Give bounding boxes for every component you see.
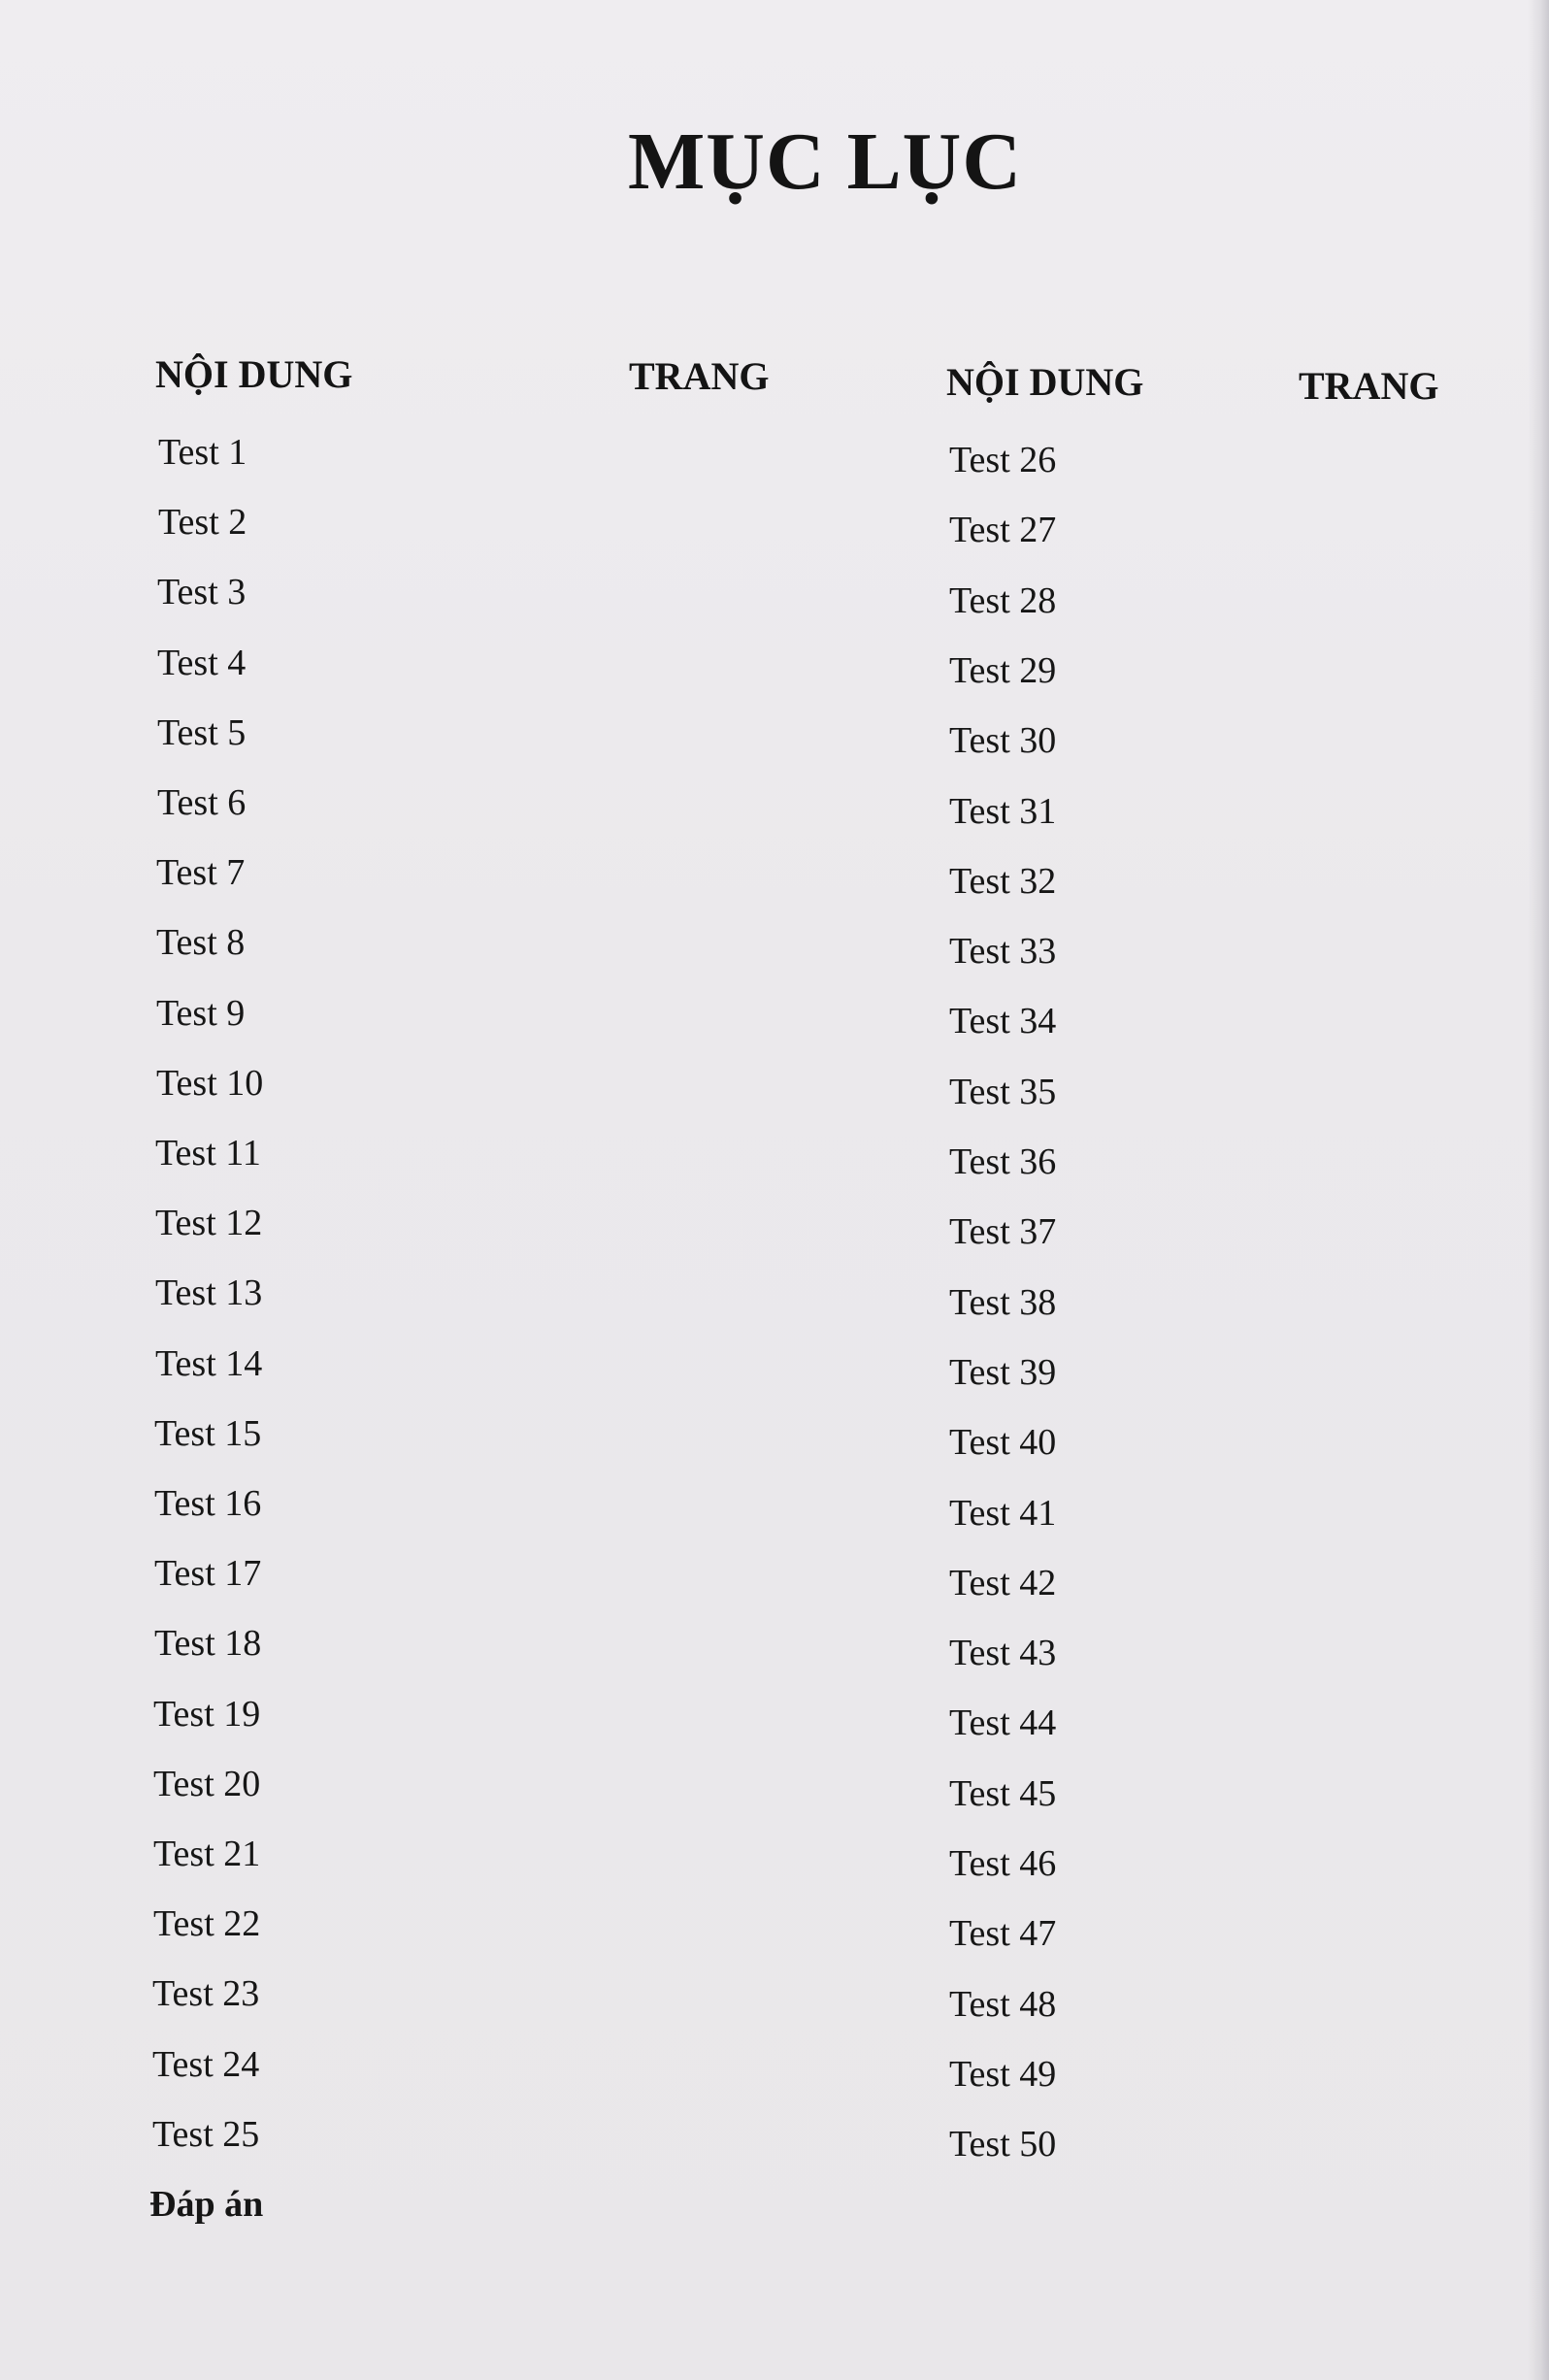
- toc-entry-label: Test 2: [158, 502, 247, 543]
- toc-entry-label: Test 42: [949, 1563, 1057, 1603]
- toc-entry-label: Test 23: [152, 1973, 260, 2014]
- toc-entry-label: Test 39: [949, 1352, 1057, 1393]
- toc-entry-label: Test 25: [152, 2114, 260, 2155]
- toc-entry-label: Test 48: [949, 1984, 1057, 2025]
- toc-entry-label: Test 28: [949, 580, 1057, 621]
- toc-entry-label: Test 38: [949, 1282, 1057, 1323]
- page-edge-shadow: [1528, 0, 1549, 2380]
- toc-entry-label: Test 35: [949, 1072, 1057, 1112]
- toc-entry-label: Test 22: [153, 1903, 261, 1944]
- toc-entry-label: Test 26: [949, 440, 1057, 480]
- right-header-page: TRANG: [1299, 364, 1439, 408]
- toc-entry-label: Test 34: [949, 1001, 1057, 1041]
- toc-entry-label: Test 40: [949, 1422, 1057, 1463]
- toc-entry-label: Test 17: [154, 1553, 262, 1594]
- toc-entry-label: Test 16: [154, 1483, 262, 1524]
- toc-entry-label: Test 11: [155, 1133, 261, 1173]
- toc-entry-label: Test 30: [949, 720, 1057, 761]
- toc-entry-label: Test 15: [154, 1413, 262, 1454]
- toc-entry-label: Test 6: [157, 782, 247, 823]
- toc-entry-label: Test 31: [949, 791, 1057, 832]
- toc-entry-label: Test 49: [949, 2054, 1057, 2095]
- toc-entry-label: Test 37: [949, 1211, 1057, 1252]
- toc-entry-label: Test 5: [157, 712, 247, 753]
- toc-entry-label: Test 14: [155, 1343, 263, 1384]
- toc-entry-label: Test 18: [154, 1623, 262, 1664]
- left-header-page: TRANG: [629, 354, 770, 398]
- toc-entry-label: Test 8: [156, 922, 246, 963]
- toc-entry-label: Test 32: [949, 861, 1057, 902]
- toc-entry-label: Test 50: [949, 2124, 1057, 2165]
- toc-entry-label: Test 19: [153, 1694, 261, 1735]
- page-title: MỤC LỤC: [628, 116, 1022, 207]
- toc-entry-label: Test 43: [949, 1633, 1057, 1673]
- toc-entry-label: Test 29: [949, 650, 1057, 691]
- toc-entry-label: Test 46: [949, 1843, 1057, 1884]
- toc-entry-label: Test 27: [949, 510, 1057, 550]
- toc-entry-label: Test 9: [156, 993, 246, 1034]
- toc-entry-label: Test 20: [153, 1764, 261, 1804]
- toc-entry-label: Test 7: [156, 852, 246, 893]
- left-header-content: NỘI DUNG: [155, 352, 353, 396]
- toc-entry-label: Đáp án: [149, 2184, 264, 2225]
- toc-entry-label: Test 24: [152, 2044, 260, 2085]
- toc-entry-label: Test 3: [157, 572, 247, 612]
- toc-entry-label: Test 45: [949, 1773, 1057, 1814]
- toc-entry-label: Test 47: [949, 1913, 1057, 1954]
- toc-entry-label: Test 13: [155, 1273, 263, 1313]
- toc-entry-label: Test 44: [949, 1702, 1057, 1743]
- toc-entry-label: Test 10: [156, 1063, 264, 1104]
- toc-entry-label: Test 36: [949, 1141, 1057, 1182]
- toc-entry-label: Test 41: [949, 1493, 1057, 1534]
- toc-entry-label: Test 21: [153, 1834, 261, 1874]
- toc-entry-label: Test 4: [157, 643, 247, 683]
- toc-entry-label: Test 33: [949, 931, 1057, 972]
- toc-entry-label: Test 1: [158, 432, 247, 473]
- right-header-content: NỘI DUNG: [946, 360, 1144, 404]
- toc-entry-label: Test 12: [155, 1203, 263, 1243]
